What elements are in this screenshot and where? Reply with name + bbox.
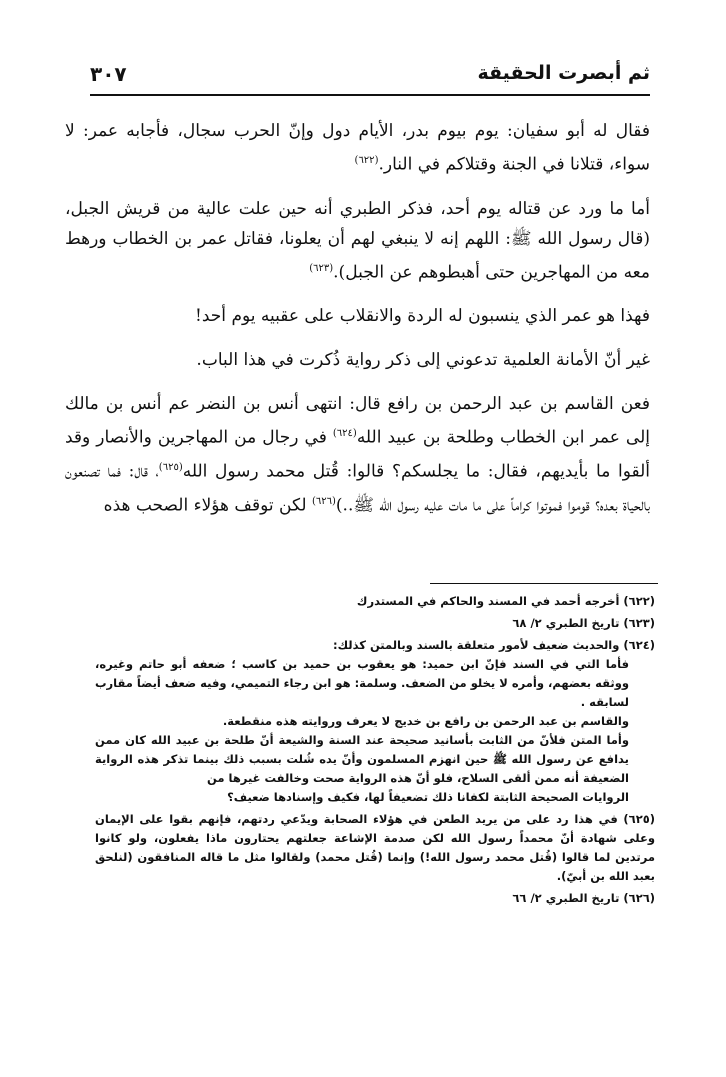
paragraph: غير أنّ الأمانة العلمية تدعوني إلى ذكر رواية ذُكرت في هذا الباب. — [196, 350, 650, 371]
footnotes — [95, 592, 655, 911]
footnote: (٦٢٦) تاريخ الطبري ٢/ ٦٦ — [512, 891, 655, 905]
footnote: (٦٢٢) أخرجه أحمد في المسند والحاكم في المستدرك — [356, 594, 655, 608]
footnote-ref[interactable]: (٦٢٦) — [311, 495, 336, 507]
footnote-ref[interactable]: (٦٢٤) — [332, 428, 357, 440]
footnote: (٦٢٣) تاريخ الطبري ٢/ ٦٨ — [512, 616, 655, 630]
footnote: (٦٢٤) والحديث ضعيف لأمور متعلقة بالسند وبالمتن كذلك: فأما التي في السند فإنّ ابن حميد: هو يعقوب بن حميد بن كاسب ؛ ضعفه أبو حاتم وغيره، ووثقه بعضهم، وأمره لا يخلو من الضعف. وسلمة: هو ابن رجاء التميمي، وفيه ضعف أيضاً مقارب لسابقه . والقاسم بن عبد الرحمن بن رافع بن خديج لا يعرف وروايته هذه منقطعة. وأما المتن فلأنّ من الثابت بأسانيد صحيحة عند السنة والشيعة أنّ طلحة بن عبيد الله كان ممن يدافع عن رسول الله ﷺ حين انهزم المسلمون وأنّ يده شُلت بسبب ذلك بينما تذكر هذه الرواية الضعيفة أنه ممن ألقى السلاح، فلو أنّ هذه الرواية صحت وخالفت غيرها من الروايات الصحيحة الثابتة لكفانا ذلك تضعيفاً لها، فكيف وإسنادها ضعيف؟ — [95, 638, 655, 804]
page-number: ٣٠٧ — [90, 62, 127, 86]
main-text — [65, 116, 650, 534]
footnote-ref[interactable]: (٦٢٣) — [309, 262, 334, 274]
paragraph: أما ما ورد عن قتاله يوم أحد، فذكر الطبري أنه حين علت عالية من قريش الجبل، (قال رسول الله ﷺ: اللهم إنه لا ينبغي لهم أن يعلونا، فقاتل عمر بن الخطاب ورهط معه من المهاجرين حتى أهبطوهم عن الجبل).$^{(٦٢٣)}$ — [65, 198, 650, 283]
footnote-separator — [430, 583, 658, 584]
paragraph: فقال له أبو سفيان: يوم بيوم بدر، الأيام دول وإنّ الحرب سجال، فأجابه عمر: لا سواء، قتلانا في الجنة وقتلاكم في النار.$^{(٦٢٢)}$ — [65, 121, 650, 175]
footnote-ref[interactable]: (٦٢٢) — [354, 155, 379, 166]
page-header — [90, 60, 650, 96]
running-title: ثم أبصرت الحقيقة — [477, 62, 650, 84]
footnote: (٦٢٥) في هذا رد على من يريد الطعن في هؤلاء الصحابة ويدّعي ردتهم، فإنهم بقوا على الإيمان وعلى شهادة أنّ محمداً رسول الله لكن صدمة الإشاعة جعلتهم يحتارون ماذا يفعلون، ولو كانوا مرتدين لما قالوا (قُتل محمد رسول الله!) وإنما (قُتل محمد) ولقالوا مثل ما قاله المنافقون (لنلحق بعبد الله بن أبيّ). — [95, 812, 655, 883]
footnote-ref[interactable]: (٦٢٥) — [158, 461, 183, 473]
paragraph: فهذا هو عمر الذي ينسبون له الردة والانقلاب على عقبيه يوم أحد! — [195, 306, 650, 327]
paragraph: فعن القاسم بن عبد الرحمن بن رافع قال: انتهى أنس بن النضر عم أنس بن مالك إلى عمر ابن الخطاب وطلحة بن عبيد الله$^{(٦٢٤)}$ في رجال من المهاجرين والأنصار وقد ألقوا ما بأيديهم، فقال: ما يجلسكم؟ قالوا: قُتل محمد رسول الله$^{(٦٢٥)}$، قال: فما تصنعون بالحياة بعده؟ قوموا فموتوا كراماً على ما مات عليه رسول الله ﷺ..)$^{(٦٢٦)}$ لكن توقف هؤلاء الصحب هذه — [65, 394, 650, 516]
